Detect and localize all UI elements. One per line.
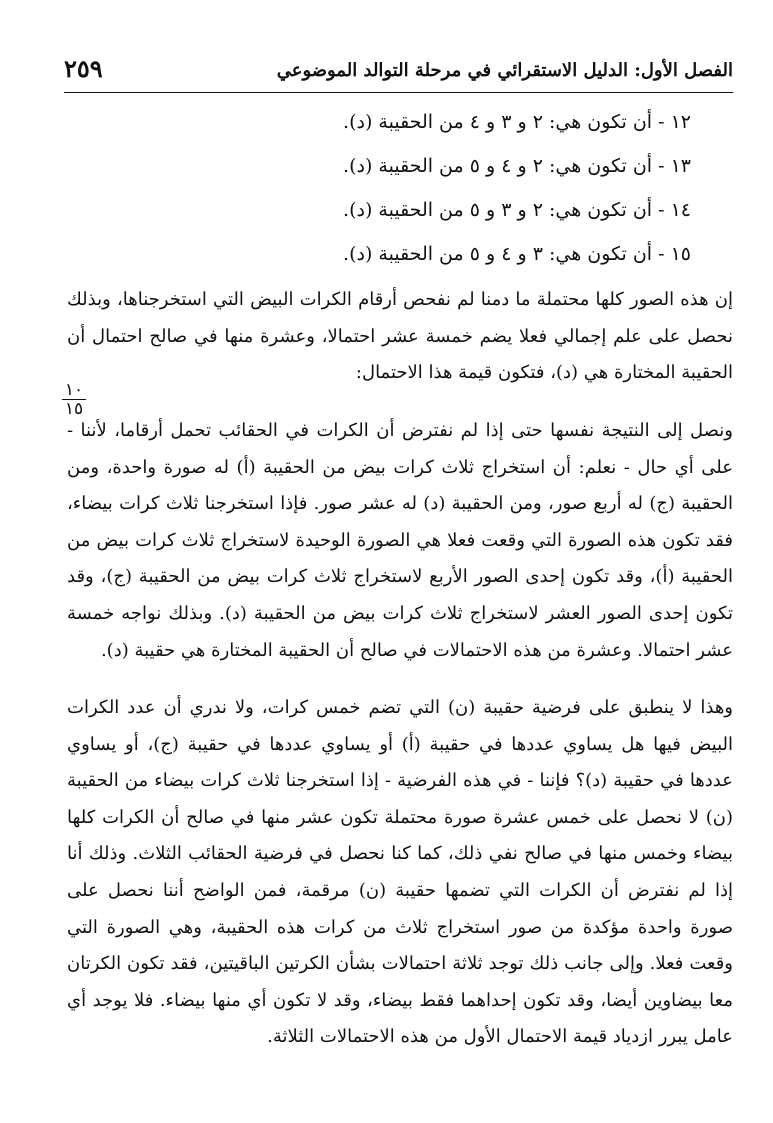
probability-fraction [62, 382, 86, 417]
paragraph-1: إن هذه الصور كلها محتملة ما دمنا لم نفحص أرقام الكرات البيض التي استخرجناها، وبذلك نحصل على علم إجمالي فعلا يضم خمسة عشر احتمالا، وعشرة منها في صالح احتمال أن الحقيبة المختارة هي (د)، فتكون قيمة هذا الاحتمال: [67, 289, 733, 384]
fraction-denominator: ١٥ [64, 399, 84, 419]
paragraph-3: وهذا لا ينطبق على فرضية حقيبة (ن) التي تضم خمس كرات، ولا ندري أن عدد الكرات البيض فيها هل يساوي عددها في حقيبة (أ) أو يساوي عددها في حقيبة (ج)، أو يساوي عددها في حقيبة (د)؟ فإننا - في هذه الفرضية - إذا استخرجنا ثلاث كرات بيضاء من الحقيبة (ن) لا نحصل على خمس عشرة صورة محتملة تكون عشر منها في صالح أن الكرات كلها بيضاء وخمس منها في صالح نفي ذلك، كما كنا نحصل في فرضية الحقائب الثلاث. وذلك أنا إذا لم نفترض أن الكرات التي تضمها حقيبة (ن) مرقمة، فمن الواضح أننا نحصل على صورة واحدة مؤكدة من صور استخراج ثلاث من كرات هذه الحقيبة، وهي الصورة التي وقعت فعلا. وإلى جانب ذلك توجد ثلاثة احتمالات بشأن الكرتين الباقيتين، فقد تكون الكرتان معا بيضاوين أيضا، وقد تكون إحداهما فقط بيضاء، وقد لا تكون أي منها بيضاء. فلا يوجد أي عامل يبرر ازدياد قيمة الاحتمال الأول من هذه الاحتمالات الثلاثة. [67, 697, 733, 1048]
list-item: ١٤ - أن تكون هي: ٢ و ٣ و ٥ من الحقيبة (د). [343, 199, 691, 221]
header-divider [64, 92, 733, 93]
list-item: ١٢ - أن تكون هي: ٢ و ٣ و ٤ من الحقيبة (د). [343, 111, 691, 133]
page-number: ٢٥٩ [64, 54, 103, 83]
paragraph-2: ونصل إلى النتيجة نفسها حتى إذا لم نفترض أن الكرات في الحقائب تحمل أرقاما، لأننا - على أي حال - نعلم: أن استخراج ثلاث كرات بيض من الحقيبة (أ) له صورة واحدة، ومن الحقيبة (ج) له أربع صور، ومن الحقيبة (د) له عشر صور. فإذا استخرجنا ثلاث كرات بيضاء، فقد تكون هذه الصورة التي وقعت فعلا هي الصورة الوحيدة لاستخراج ثلاث كرات بيض من الحقيبة (أ)، وقد تكون إحدى الصور الأربع لاستخراج ثلاث كرات بيض من الحقيبة (ج)، وقد تكون إحدى الصور العشر لاستخراج ثلاث كرات بيض من الحقيبة (د). وبذلك نواجه خمسة عشر احتمالا. وعشرة من هذه الاحتمالات في صالح أن الحقيبة المختارة هي حقيبة (د). [67, 420, 733, 661]
list-item: ١٣ - أن تكون هي: ٢ و ٤ و ٥ من الحقيبة (د). [343, 155, 691, 177]
enumerated-list [53, 100, 733, 276]
list-item: ١٥ - أن تكون هي: ٣ و ٤ و ٥ من الحقيبة (د). [343, 243, 691, 265]
chapter-title: الفصل الأول: الدليل الاستقرائي في مرحلة التوالد الموضوعي [276, 60, 733, 81]
fraction-numerator: ١٠ [64, 380, 84, 400]
running-header [64, 52, 733, 92]
